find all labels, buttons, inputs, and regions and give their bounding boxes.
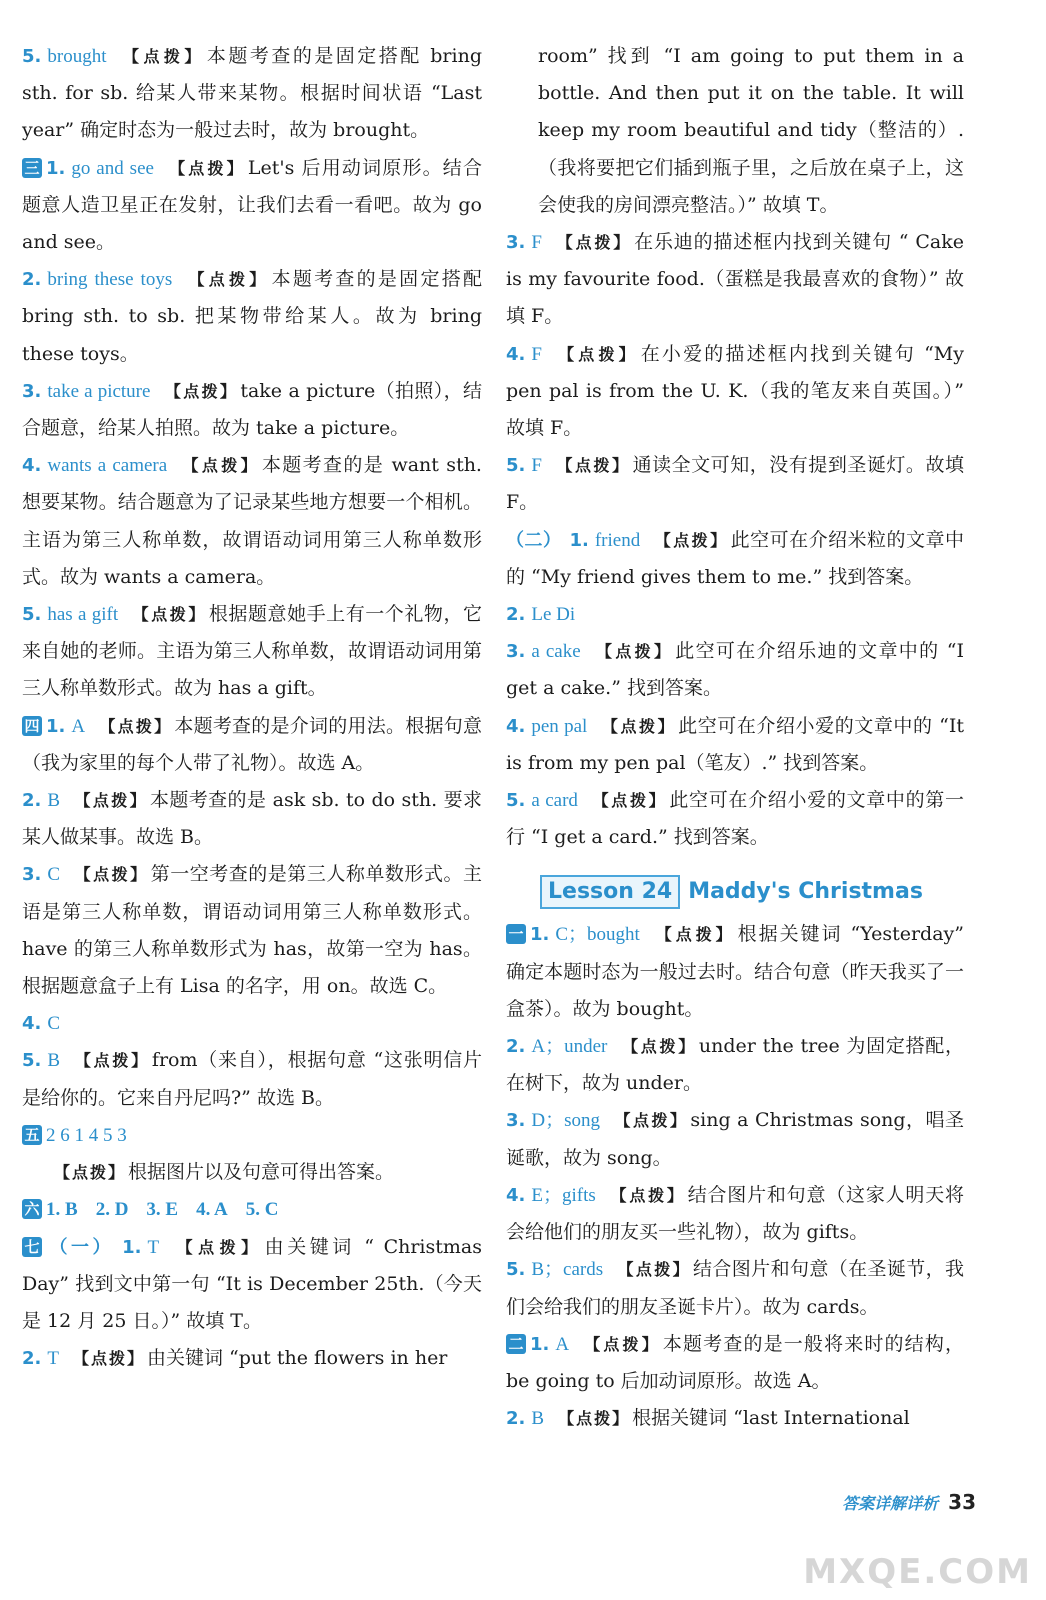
answer-item	[506, 336, 964, 448]
explanation-text: 本题考查的是一般将来时的结构，be going to 后加动词原形。故选 A。	[506, 1332, 964, 1392]
subsection-label: （二）	[506, 529, 562, 551]
answer-text: F	[531, 455, 542, 477]
question-number: 5.	[22, 604, 42, 626]
choice-answer: 3. E	[146, 1199, 179, 1221]
answer-text: B	[47, 1050, 61, 1072]
answer-text: A	[555, 1333, 570, 1355]
explanation-text: 本题考查的是固定搭配 bring sth. for sb. 给某人带来某物。根据时间状语 “Last year” 确定时态为一般过去时，故为 brought。	[22, 45, 482, 142]
question-number: 2.	[506, 604, 526, 626]
answer-text: D；song	[531, 1110, 600, 1132]
question-number: 2.	[506, 1408, 526, 1430]
choice-answer: 4. A	[196, 1199, 228, 1221]
question-number: 5.	[506, 455, 526, 477]
question-number: 3.	[506, 641, 526, 663]
explanation-text: 在小爱的描述框内找到关键句 “My pen pal is from the U. K.（我的笔友来自英国。）” 故填 F。	[506, 342, 964, 440]
question-number: 3.	[506, 232, 526, 254]
answer-item	[22, 1191, 482, 1228]
answer-text: E；gifts	[531, 1184, 596, 1206]
question-number: 2.	[22, 269, 42, 291]
lesson-heading	[540, 872, 964, 912]
explanation-text: 本题考查的是介词的用法。根据句意（我为家里的每个人带了礼物）。故选 A。	[22, 714, 482, 774]
answer-item	[22, 1154, 482, 1191]
answer-item	[22, 1005, 482, 1042]
answer-text: has a gift	[47, 604, 119, 626]
answer-item	[506, 1028, 964, 1102]
question-number: 1.	[122, 1236, 142, 1258]
tip-label: 【点拨】	[54, 1163, 127, 1183]
answer-item	[506, 1177, 964, 1251]
explanation-text: 此空可在介绍小爱的文章中的第一行 “I get a card.” 找到答案。	[506, 789, 964, 849]
question-number: 5.	[22, 1050, 42, 1072]
tip-label: 【点拨】	[74, 1051, 150, 1071]
tip-label: 【点拨】	[594, 642, 674, 662]
answer-text: T	[147, 1236, 160, 1258]
lesson-badge: Lesson 24	[540, 875, 680, 909]
question-number: 1.	[46, 715, 66, 737]
choice-answer: 1. B	[46, 1199, 78, 1221]
answer-item	[506, 1400, 964, 1437]
tip-label: 【点拨】	[653, 925, 736, 945]
question-number: 4.	[506, 715, 526, 737]
answer-item	[22, 1042, 482, 1116]
explanation-text: 结合图片和句意（在圣诞节，我们会给我们的朋友圣诞卡片）。故为 cards。	[506, 1258, 964, 1318]
question-number: 2.	[22, 790, 42, 812]
question-number: 4.	[506, 1184, 526, 1206]
tip-label: 【点拨】	[591, 791, 668, 811]
tip-label: 【点拨】	[555, 344, 639, 364]
tip-label: 【点拨】	[654, 530, 729, 550]
tip-label: 【点拨】	[555, 456, 631, 476]
answer-text: friend	[594, 529, 641, 551]
footer-label: 答案详解详析	[842, 1494, 939, 1513]
answer-item	[506, 1102, 964, 1176]
answer-text: 2 6 1 4 5 3	[46, 1124, 127, 1146]
answer-text: F	[531, 343, 542, 365]
answer-text: B；cards	[531, 1259, 604, 1281]
explanation-text: 根据图片以及句意可得出答案。	[128, 1161, 395, 1184]
answer-text: T	[47, 1348, 59, 1370]
answer-text: A；under	[531, 1036, 608, 1058]
answer-item	[506, 38, 964, 224]
explanation-text: 此空可在介绍乐迪的文章中的 “I get a cake.” 找到答案。	[506, 640, 964, 700]
choice-answer: 5. C	[245, 1199, 279, 1221]
explanation-text: 结合图片和句意（这家人明天将会给他们的朋友买一些礼物），故为 gifts。	[506, 1183, 964, 1244]
explanation-text: 在乐迪的描述框内找到关键句 “ Cake is my favourite food.（蛋糕是我最喜欢的食物）” 故填 F。	[506, 231, 964, 328]
tip-label: 【点拨】	[164, 381, 239, 401]
question-number: 5.	[506, 1259, 526, 1281]
explanation-text: 根据关键词 “last International	[632, 1407, 910, 1430]
answer-item	[506, 596, 964, 633]
answer-item	[22, 708, 482, 782]
answer-item	[506, 1326, 964, 1400]
answer-item	[506, 522, 964, 596]
explanation-text: 此空可在介绍小爱的文章中的 “It is from my pen pal（笔友）.” 找到答案。	[506, 714, 964, 774]
tip-label: 【点拨】	[72, 1349, 145, 1369]
answer-item	[22, 596, 482, 708]
question-number: 1.	[569, 529, 589, 551]
question-number: 5.	[22, 46, 42, 67]
tip-label: 【点拨】	[167, 158, 246, 178]
answer-item	[506, 782, 964, 856]
answer-item	[506, 447, 964, 521]
tip-label: 【点拨】	[558, 1409, 631, 1429]
answer-item	[22, 373, 482, 447]
tip-label: 【点拨】	[186, 270, 270, 290]
explanation-text: take a picture（拍照），结合题意，给某人拍照。故为 take a picture。	[22, 379, 482, 440]
answer-item	[506, 633, 964, 707]
question-number: 4.	[22, 1013, 42, 1035]
answer-text: take a picture	[47, 380, 151, 402]
page-number: 33	[948, 1490, 976, 1514]
question-number: 1.	[530, 924, 550, 946]
explanation-text: sing a Christmas song，唱圣诞歌，故为 song。	[506, 1109, 964, 1169]
explanation-text: 通读全文可知，没有提到圣诞灯。故填 F。	[506, 454, 964, 514]
answer-text: A	[71, 715, 86, 737]
question-number: 4.	[506, 343, 526, 365]
explanation-text: 本题考查的是固定搭配 bring sth. to sb. 把某物带给某人。故为 bring these toys。	[22, 268, 482, 365]
right-column	[506, 38, 964, 1437]
question-number: 3.	[22, 864, 42, 886]
question-number: 5.	[506, 790, 526, 812]
question-number: 3.	[22, 380, 42, 402]
section-number-icon: 三	[22, 158, 42, 178]
answer-text: a cake	[531, 641, 581, 663]
answer-text: bring these toys	[47, 269, 173, 291]
explanation-text: 本题考查的是 ask sb. to do sth. 要求某人做某事。故选 B。	[22, 789, 482, 849]
answer-item	[22, 150, 482, 262]
question-number: 1.	[46, 157, 66, 179]
tip-label: 【点拨】	[583, 1334, 661, 1354]
answer-text: C	[47, 864, 61, 886]
tip-label: 【点拨】	[617, 1260, 692, 1280]
question-number: 3.	[506, 1110, 526, 1132]
page-footer	[842, 1490, 976, 1514]
tip-label: 【点拨】	[74, 791, 148, 811]
explanation-text: Let's 后用动词原形。结合题意人造卫星正在发射，让我们去看一看吧。故为 go and see。	[22, 156, 482, 254]
section-number-icon: 一	[506, 924, 526, 944]
question-number: 2.	[22, 1348, 42, 1370]
explanation-text: 此空可在介绍米粒的文章中的 “My friend gives them to me.” 找到答案。	[506, 528, 964, 588]
tip-label: 【点拨】	[614, 1111, 689, 1131]
explanation-text: 根据关键词 “Yesterday” 确定本题时态为一般过去时。结合句意（昨天我买了一盒茶）。故为 bought。	[506, 923, 964, 1020]
answer-text: C；bought	[555, 924, 640, 946]
explanation-text: 本题考查的是 want sth. 想要某物。结合题意为了记录某些地方想要一个相机。主语为第三人称单数，故谓语动词用第三人称单数形式。故为 wants a camera。	[22, 454, 482, 588]
answer-text: pen pal	[531, 715, 588, 737]
answer-text: B	[47, 790, 61, 812]
watermark: MXQE.COM	[803, 1552, 1032, 1592]
answer-text: go and see	[71, 157, 154, 179]
tip-label: 【点拨】	[99, 716, 173, 736]
answer-text: C	[47, 1013, 61, 1035]
explanation-text: 根据题意她手上有一个礼物，它来自她的老师。主语为第三人称单数，故谓语动词用第三人称单数形式。故为 has a gift。	[22, 603, 482, 700]
explanation-text: 第一空考查的是第三人称单数形式。主语是第三人称单数，谓语动词用第三人称单数形式。have 的第三人称单数形式为 has，故第一空为 has。根据题意盒子上有 Lisa 的名字，用 on。故选 C。	[22, 863, 482, 998]
answer-item	[506, 916, 964, 1028]
answer-item	[506, 708, 964, 782]
section-number-icon: 二	[506, 1334, 526, 1354]
answer-item	[22, 261, 482, 373]
explanation-text: from（来自），根据句意 “这张明信片是给你的。它来自丹尼吗?” 故选 B。	[22, 1049, 482, 1109]
explanation-text: 由关键词 “put the flowers in her	[147, 1347, 448, 1370]
tip-label: 【点拨】	[181, 456, 260, 476]
tip-label: 【点拨】	[74, 865, 149, 885]
answer-text: B	[531, 1408, 545, 1430]
answer-item	[22, 1340, 482, 1377]
answer-item	[22, 447, 482, 596]
answer-item	[22, 1229, 482, 1341]
answer-item	[506, 224, 964, 336]
section-number-icon: 七	[22, 1237, 42, 1257]
tip-label: 【点拨】	[621, 1037, 697, 1057]
explanation-text: room” 找到 “I am going to put them in a bottle. And then put it on the table. It will keep my room beautiful and tidy（整洁的）.（我将要把它们插到瓶子里，之后放在桌子上，这会使我的房间漂亮整洁。）” 故填 T。	[538, 45, 964, 216]
question-number: 2.	[506, 1036, 526, 1058]
tip-label: 【点拨】	[132, 605, 207, 625]
left-column	[22, 38, 482, 1377]
tip-label: 【点拨】	[120, 47, 205, 66]
tip-label: 【点拨】	[609, 1185, 686, 1205]
question-number: 1.	[530, 1333, 550, 1355]
answer-text: Le Di	[531, 604, 576, 626]
answer-item	[22, 782, 482, 856]
explanation-text: under the tree 为固定搭配，在树下，故为 under。	[506, 1035, 964, 1095]
lesson-title: Maddy's Christmas	[688, 879, 923, 905]
answer-text: F	[531, 232, 542, 254]
answer-item	[22, 38, 482, 150]
subsection-label: （一）	[46, 1236, 115, 1258]
tip-label: 【点拨】	[173, 1237, 263, 1257]
section-number-icon: 五	[22, 1125, 42, 1145]
tip-label: 【点拨】	[555, 233, 633, 253]
answer-item	[22, 1117, 482, 1154]
explanation-text: 由关键词 “ Christmas Day” 找到文中第一句 “It is December 25th.（今天是 12 月 25 日。）” 故填 T。	[22, 1235, 482, 1332]
answer-text: a card	[531, 790, 578, 812]
choice-answer: 2. D	[95, 1199, 129, 1221]
question-number: 4.	[22, 455, 42, 477]
answer-text: wants a camera	[47, 455, 168, 477]
answer-item	[506, 1251, 964, 1325]
section-number-icon: 六	[22, 1199, 42, 1219]
answer-text: brought	[47, 46, 107, 67]
answer-item	[22, 856, 482, 1005]
section-number-icon: 四	[22, 716, 42, 736]
tip-label: 【点拨】	[601, 716, 677, 736]
